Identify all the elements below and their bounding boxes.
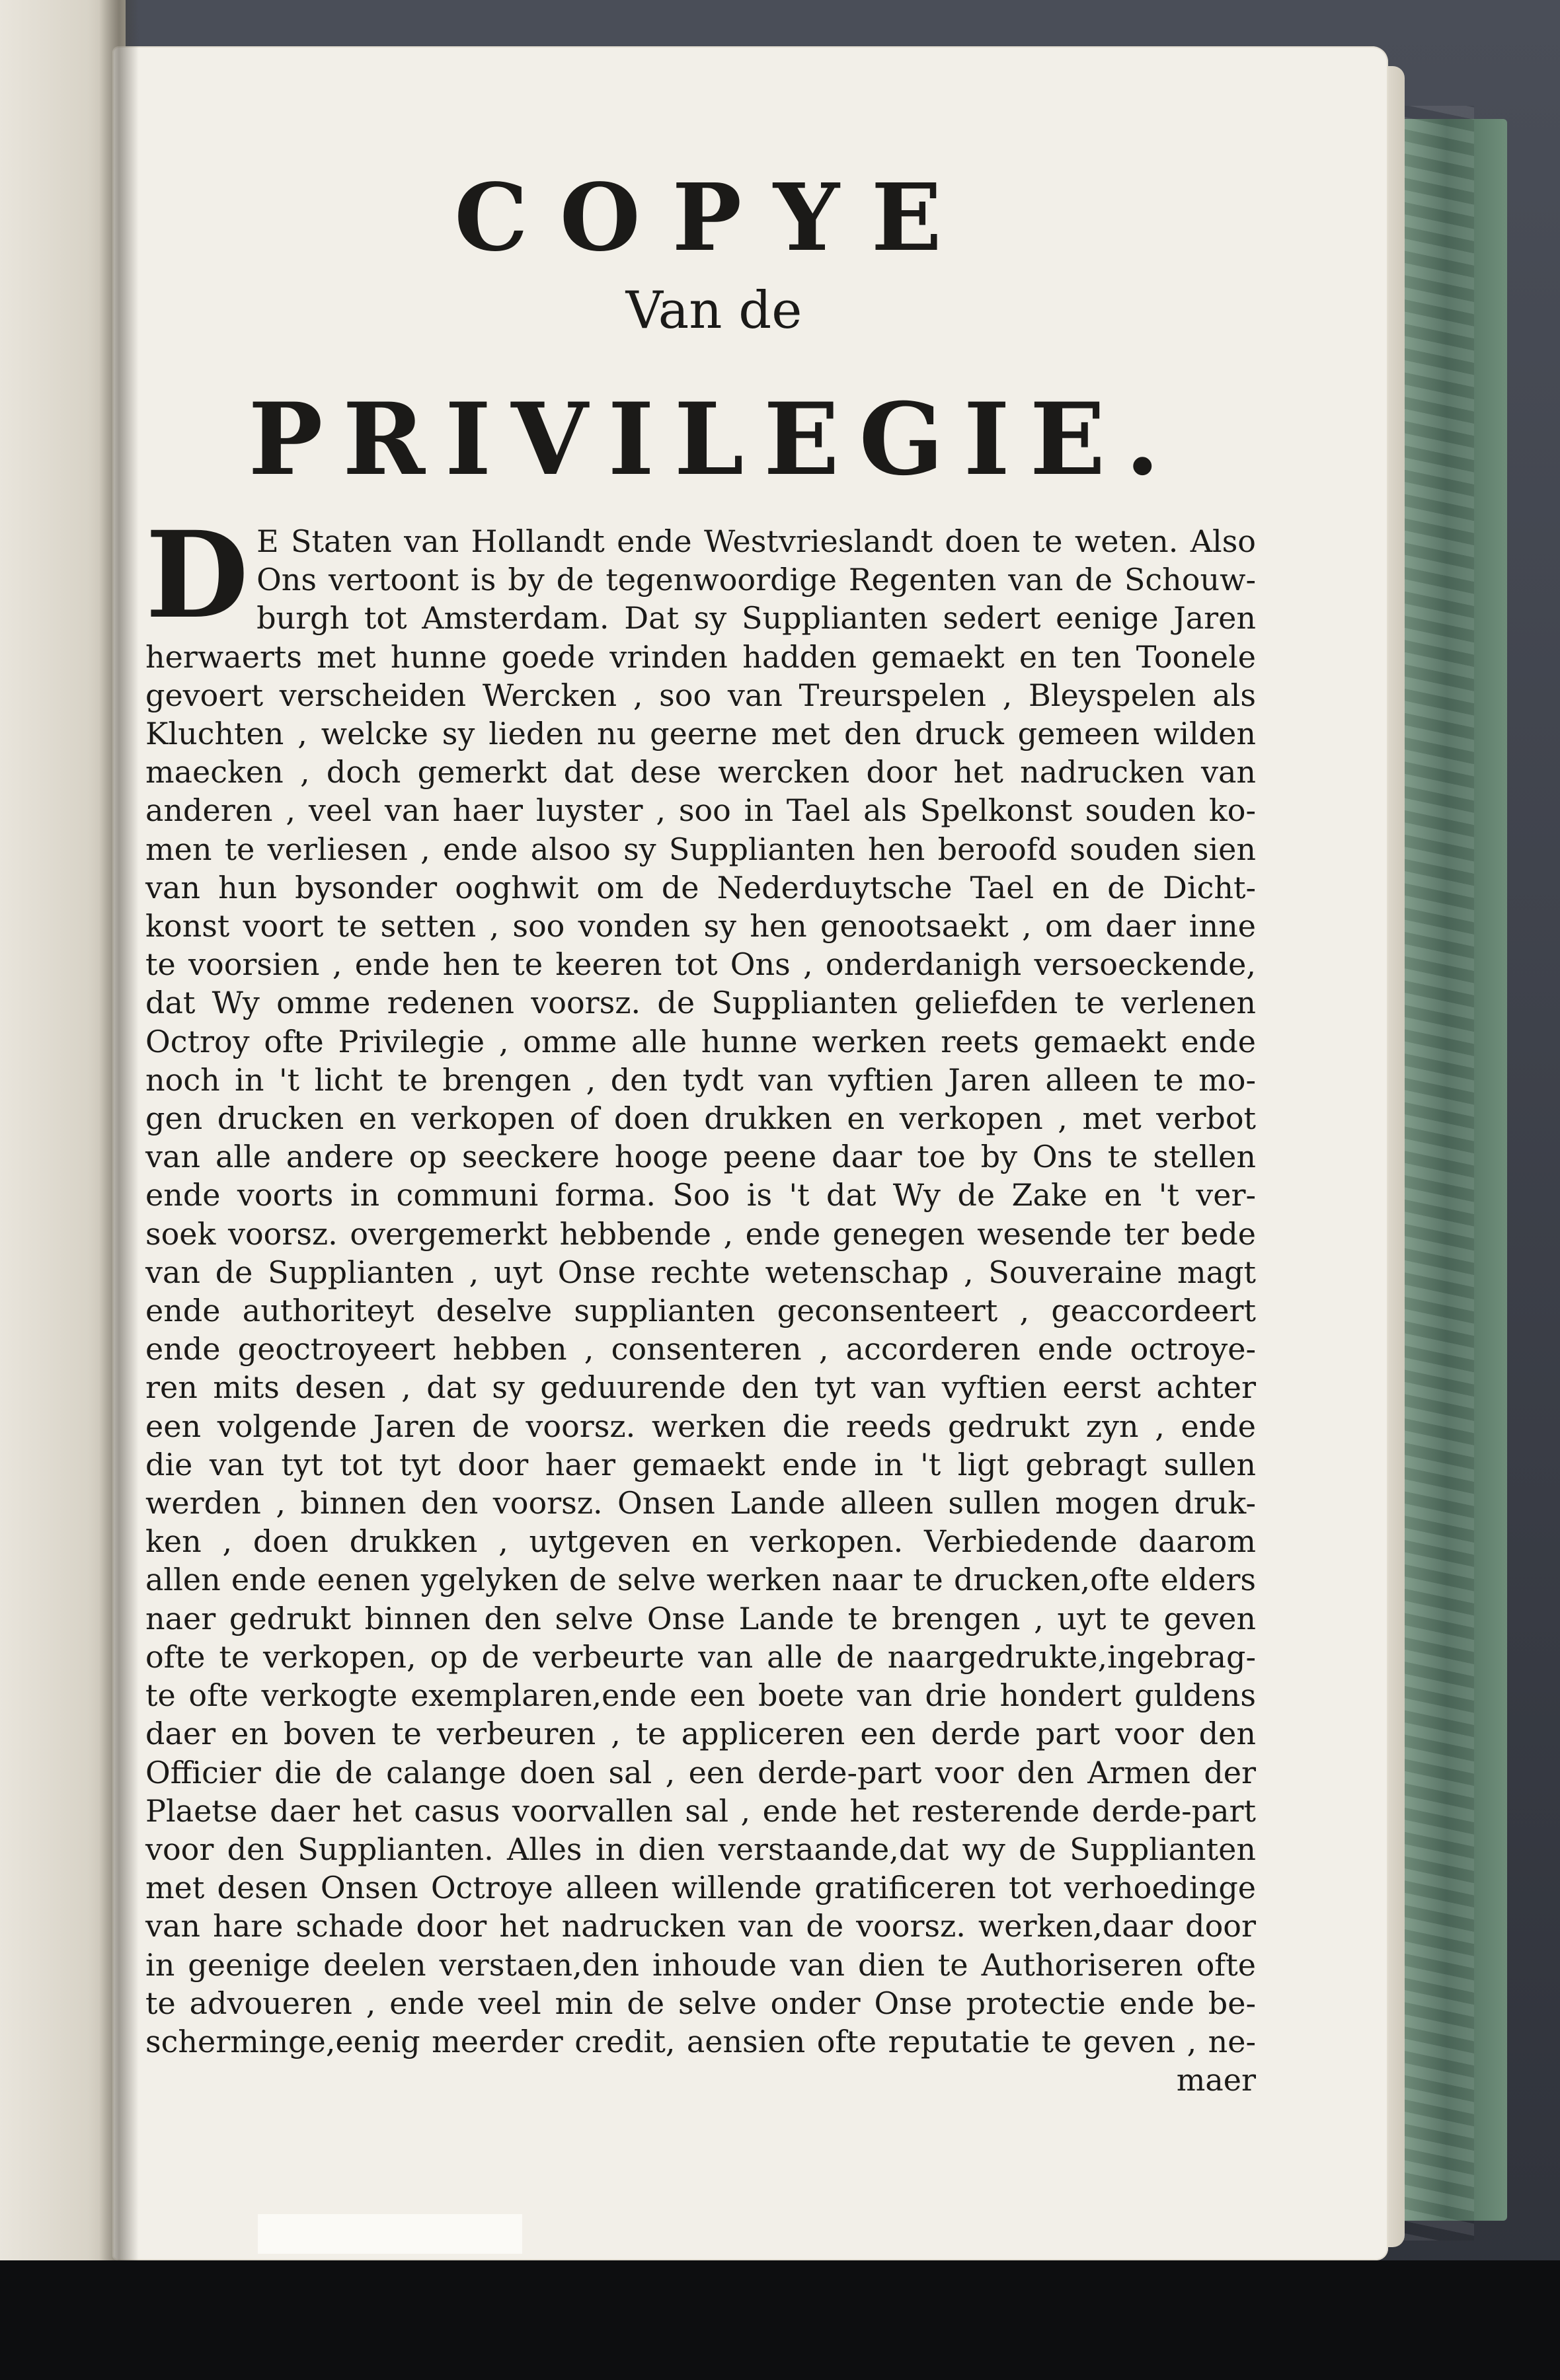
bottom-shadow [0, 2260, 1560, 2380]
body-text [145, 506, 1256, 2099]
text-line: te ofte verkogte exemplaren,ende een boete van drie hondert guldens [145, 1677, 1256, 1714]
paper-label [258, 2214, 522, 2254]
text-line: te voorsien , ende hen te keeren tot Ons , onderdanigh versoeckende, [145, 946, 1256, 983]
text-line: van de Supplianten , uyt Onse rechte wetenschap , Souveraine magt [145, 1254, 1256, 1290]
text-line: naer gedrukt binnen den selve Onse Lande te brengen , uyt te geven [145, 1600, 1256, 1636]
text-line: gevoert verscheiden Wercken , soo van Treurspelen , Bleyspelen als [145, 677, 1256, 713]
text-line: die van tyt tot tyt door haer gemaekt ende in 't ligt gebragt sullen [145, 1446, 1256, 1482]
text-line: van hare schade door het nadrucken van de voorsz. werken,daar door [145, 1908, 1256, 1944]
title-van-de: Van de [625, 281, 802, 340]
catchword: maer [1176, 2062, 1256, 2098]
book-gutter [99, 0, 139, 2380]
text-line: Ons vertoont is by de tegenwoordige Regenten van de Schouw- [256, 562, 1256, 598]
title-copye: COPYE [454, 164, 974, 272]
page-content [145, 165, 1256, 2099]
text-line: Officier die de calange doen sal , een derde-part voor den Armen der [145, 1754, 1256, 1790]
text-line: een volgende Jaren de voorsz. werken die reeds gedrukt zyn , ende [145, 1408, 1256, 1444]
text-line: herwaerts met hunne goede vrinden hadden gemaekt en ten Toonele [145, 638, 1256, 675]
text-line: dat Wy omme redenen voorsz. de Supplianten geliefden te verlenen [145, 985, 1256, 1021]
text-line: gen drucken en verkopen of doen drukken en verkopen , met verbot [145, 1100, 1256, 1137]
text-line: met desen Onsen Octroye alleen willende gratificeren tot verhoedinge [145, 1870, 1256, 1906]
text-line: maecken , doch gemerkt dat dese wercken door het nadrucken van [145, 754, 1256, 790]
text-line: noch in 't licht te brengen , den tydt van vyftien Jaren alleen te mo- [145, 1061, 1256, 1098]
text-line: scherminge,eenig meerder credit, aensien ofte reputatie te geven , ne- [145, 2023, 1256, 2059]
text-line: allen ende eenen ygelyken de selve werken naar te drucken,ofte elders [145, 1562, 1256, 1598]
text-line: men te verliesen , ende alsoo sy Supplianten hen beroofd souden sien [145, 831, 1256, 867]
text-line: anderen , veel van haer luyster , soo in Tael als Spelkonst souden ko- [145, 792, 1256, 829]
text-line: daer en boven te verbeuren , te appliceren een derde part voor den [145, 1716, 1256, 1752]
text-line: ende voorts in communi forma. Soo is 't dat Wy de Zake en 't ver- [145, 1177, 1256, 1213]
text-line: te advoueren , ende veel min de selve onder Onse protectie ende be- [145, 1985, 1256, 2021]
drop-cap: D [145, 506, 249, 645]
text-line: Plaetse daer het casus voorvallen sal , ende het resterende derde-part [145, 1792, 1256, 1829]
text-line: ende authoriteyt deselve supplianten geconsenteert , geaccordeert [145, 1293, 1256, 1329]
text-line: van alle andere op seeckere hooge peene daar toe by Ons te stellen [145, 1139, 1256, 1175]
text-line: werden , binnen den voorsz. Onsen Lande alleen sullen mogen druk- [145, 1485, 1256, 1521]
text-line: ren mits desen , dat sy geduurende den tyt van vyftien eerst achter [145, 1369, 1256, 1406]
text-line: E Staten van Hollandt ende Westvrieslandt doen te weten. Also [256, 523, 1256, 559]
text-line: konst voort te setten , soo vonden sy hen genootsaekt , om daer inne [145, 908, 1256, 944]
text-line: voor den Supplianten. Alles in dien verstaande,dat wy de Supplianten [145, 1831, 1256, 1867]
text-line: ofte te verkopen, op de verbeurte van alle de naargedrukte,ingebrag- [145, 1638, 1256, 1675]
text-line: soek voorsz. overgemerkt hebbende , ende genegen wesende ter bede [145, 1215, 1256, 1252]
text-line: Octroy ofte Privilegie , omme alle hunne werken reets gemaekt ende [145, 1023, 1256, 1059]
text-line: ende geoctroyeert hebben , consenteren , accorderen ende octroye- [145, 1331, 1256, 1367]
text-line: van hun bysonder ooghwit om de Nederduytsche Tael en de Dicht- [145, 869, 1256, 905]
text-line: burgh tot Amsterdam. Dat sy Supplianten sedert eenige Jaren [256, 600, 1256, 636]
text-line: ken , doen drukken , uytgeven en verkopen. Verbiedende daarom [145, 1523, 1256, 1560]
text-line: Kluchten , welcke sy lieden nu geerne met den druck gemeen wilden [145, 716, 1256, 752]
body-lines [145, 506, 1256, 2061]
title-privilegie: PRIVILEGIE. [248, 381, 1180, 498]
text-line: in geenige deelen verstaen,den inhoude van dien te Authoriseren ofte [145, 1946, 1256, 1983]
